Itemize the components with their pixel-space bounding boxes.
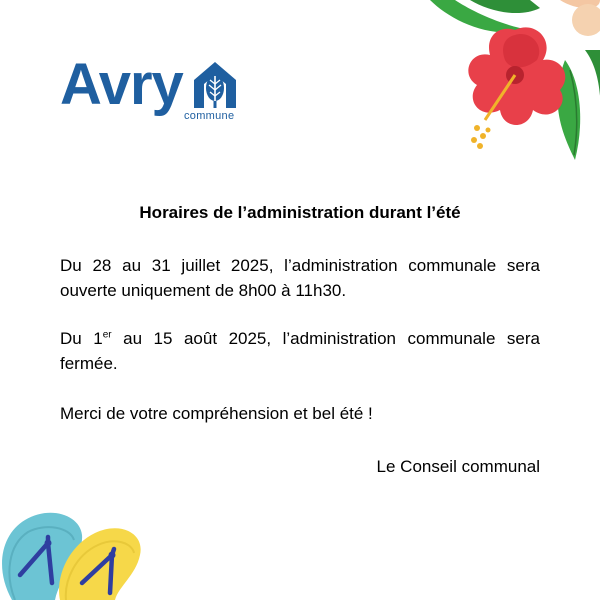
paragraph2-superscript: er [102,329,112,341]
paragraph-july-hours: Du 28 au 31 juillet 2025, l’administration communale sera ouverte uniquement de 8h00 à 11h30. [60,256,540,300]
paragraph2-prefix: Du 1 [60,329,103,348]
signature: Le Conseil communal [376,457,540,476]
avry-logo [60,52,250,127]
paragraph2-suffix: au 15 août 2025, l’administration communale sera fermée. [60,329,540,373]
flip-flops-icon [0,475,160,600]
house-tree-icon [190,58,240,110]
hibiscus-flower-icon [410,0,600,170]
logo-wordmark: Avry [60,52,183,117]
logo-subtitle: commune [184,110,235,122]
paragraph-august-closure [60,326,540,376]
paragraph-thanks: Merci de votre compréhension et bel été ! [60,404,373,423]
notice-title: Horaires de l’administration durant l’été [139,203,461,222]
